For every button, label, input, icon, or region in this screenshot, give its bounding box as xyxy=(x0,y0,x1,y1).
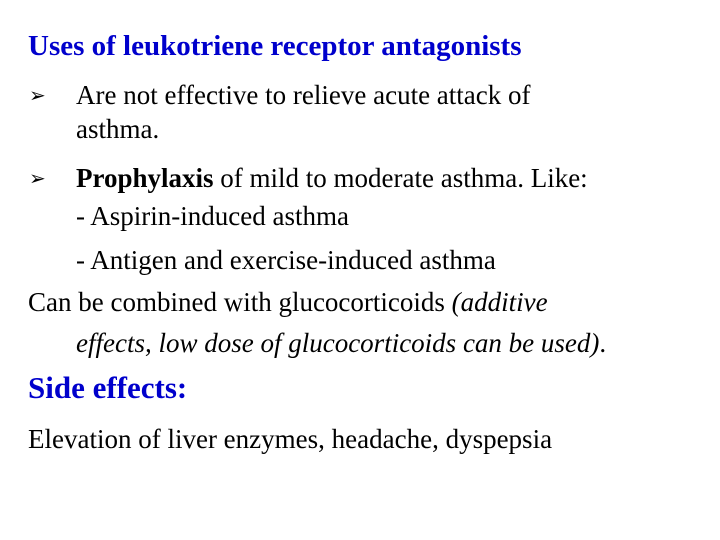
arrowhead-bullet-icon: ➢ xyxy=(29,83,46,107)
combined-line-2 xyxy=(76,328,606,358)
arrowhead-bullet-icon: ➢ xyxy=(29,166,46,190)
prophylaxis-term: Prophylaxis xyxy=(76,163,214,193)
combined-italic-2: effects, low dose of glucocorticoids can be used) xyxy=(76,328,600,358)
side-effects-heading: Side effects: xyxy=(28,370,188,405)
bullet-1-line-2: asthma. xyxy=(76,114,160,144)
slide-title: Uses of leukotriene receptor antagonists xyxy=(28,30,522,62)
sub-item-aspirin: - Aspirin-induced asthma xyxy=(76,201,349,231)
bullet-1-line-1: Are not effective to relieve acute attack of xyxy=(76,80,531,110)
bullet-2-line xyxy=(76,163,588,193)
combined-end: . xyxy=(599,328,607,358)
combined-text: Can be combined with glucocorticoids xyxy=(28,287,452,317)
sub-item-antigen: - Antigen and exercise-induced asthma xyxy=(76,245,496,275)
combined-line-1 xyxy=(28,287,548,317)
side-effects-text: Elevation of liver enzymes, headache, dyspepsia xyxy=(28,424,553,454)
combined-italic-1: (additive xyxy=(451,287,548,317)
bullet-2-rest: of mild to moderate asthma. Like: xyxy=(213,163,588,193)
